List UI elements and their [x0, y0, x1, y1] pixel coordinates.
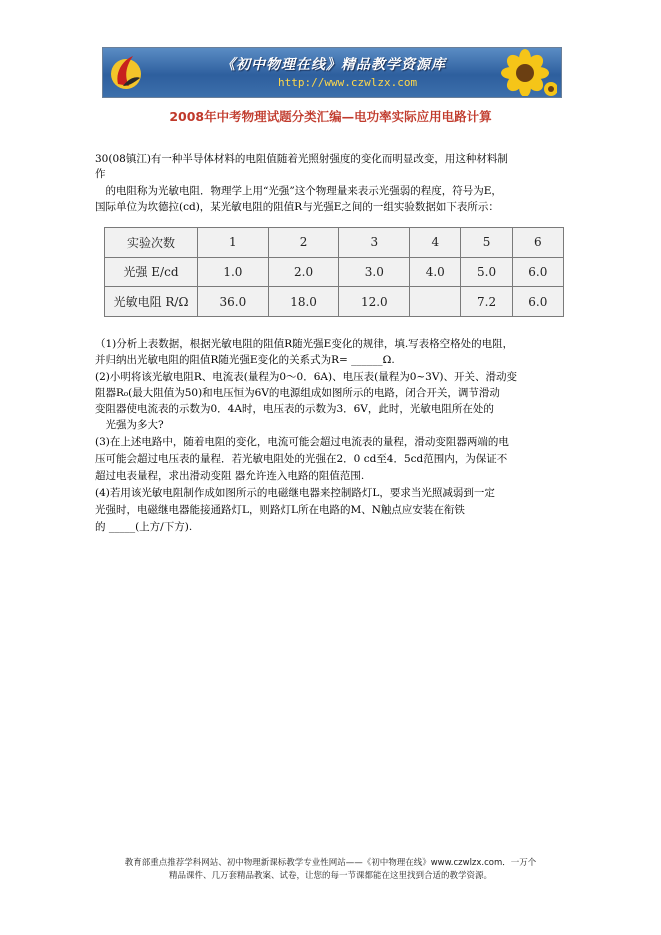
table-cell-blank [410, 287, 461, 317]
header-banner [102, 47, 562, 98]
question-line-4: 国际单位为坎德拉(cd)，某光敏电阻的阻值R与光强E之间的一组实验数据如下表所示： [95, 201, 499, 213]
table-cell: 光敏电阻 R/Ω [105, 287, 198, 317]
part-4-line-2: 光强时，电磁继电器能接通路灯L，则路灯L所在电路的M、N触点应安装在衔铁 [95, 504, 465, 516]
banner-url[interactable]: http://www.czwlzx.com [278, 76, 418, 89]
footer-line-2: 精品课件、几万套精品教案、试卷，让您的每一节课都能在这里找到合适的教学资源。 [168, 871, 492, 881]
table-cell: 光强 E/cd [105, 257, 198, 287]
table-row [105, 257, 564, 287]
part-4-line-3: 的 _____(上方/下方). [95, 521, 193, 533]
part-1-line-2: 并归纳出光敏电阻的阻值R随光强E变化的关系式为R= ______Ω. [95, 354, 395, 366]
part-2-line-4: 光强为多大? [95, 419, 164, 431]
table-cell: 1.0 [198, 257, 269, 287]
table-cell: 3 [339, 228, 410, 258]
table-cell: 36.0 [198, 287, 269, 317]
table-cell: 12.0 [339, 287, 410, 317]
question-line-2: 作 [95, 168, 106, 180]
table-cell: 6.0 [512, 287, 563, 317]
table-row [105, 228, 564, 258]
table-cell: 4 [410, 228, 461, 258]
footer-line-1: 教育部重点推荐学科网站、初中物理新课标教学专业性网站——《初中物理在线》www.czwlzx.com．一万个 [124, 858, 537, 868]
table-cell: 4.0 [410, 257, 461, 287]
part-1-line-1: （1)分析上表数据，根据光敏电阻的阻值R随光强E变化的规律，填.写表格空格处的电阻， [95, 338, 514, 350]
table-cell: 实验次数 [105, 228, 198, 258]
table-cell: 2 [268, 228, 339, 258]
page-footer [0, 857, 661, 883]
question-line-3: 的电阻称为光敏电阻．物理学上用“光强”这个物理量来表示光强弱的程度，符号为E， [95, 185, 502, 197]
question-line-1: 30(08镇江)有一种半导体材料的电阻值随着光照射强度的变化而明显改变，用这种材料制 [95, 153, 508, 165]
table-cell: 2.0 [268, 257, 339, 287]
table-cell: 7.2 [461, 287, 512, 317]
table-cell: 6 [512, 228, 563, 258]
part-3-line-3: 超过电表量程，求出滑动变阻 器允许连入电路的阻值范围. [95, 470, 365, 482]
sunflower-icon [485, 49, 557, 96]
data-table [104, 227, 564, 317]
table-row [105, 287, 564, 317]
site-logo-icon [109, 52, 143, 92]
table-cell: 3.0 [339, 257, 410, 287]
table-cell: 18.0 [268, 287, 339, 317]
part-4-line-1: (4)若用该光敏电阻制作成如图所示的电磁继电器来控制路灯L，要求当光照减弱到一定 [95, 487, 495, 499]
banner-title: 《初中物理在线》精品教学资源库 [221, 57, 446, 73]
table-cell: 5 [461, 228, 512, 258]
table-cell: 1 [198, 228, 269, 258]
document-title: 2008年中考物理试题分类汇编—电功率实际应用电路计算 [169, 109, 492, 124]
part-2-line-3: 变阻器使电流表的示数为0．4A时，电压表的示数为3．6V，此时，光敏电阻所在处的 [95, 403, 494, 415]
part-3-line-2: 压可能会超过电压表的量程．若光敏电阻处的光强在2．0 cd至4．5cd范围内，为保证不 [95, 453, 508, 465]
part-2-line-1: (2)小明将该光敏电阻R、电流表(量程为0～0．6A)、电压表(量程为0~3V)、开关、滑动变 [95, 371, 518, 383]
part-2-line-2: 阻器R₀(最大阻值为50)和电压恒为6V的电源组成如图所示的电路，闭合开关，调节滑动 [95, 387, 500, 399]
table-cell: 5.0 [461, 257, 512, 287]
part-3-line-1: (3)在上述电路中，随着电阻的变化，电流可能会超过电流表的量程，滑动变阻器两端的电 [95, 436, 509, 448]
table-cell: 6.0 [512, 257, 563, 287]
